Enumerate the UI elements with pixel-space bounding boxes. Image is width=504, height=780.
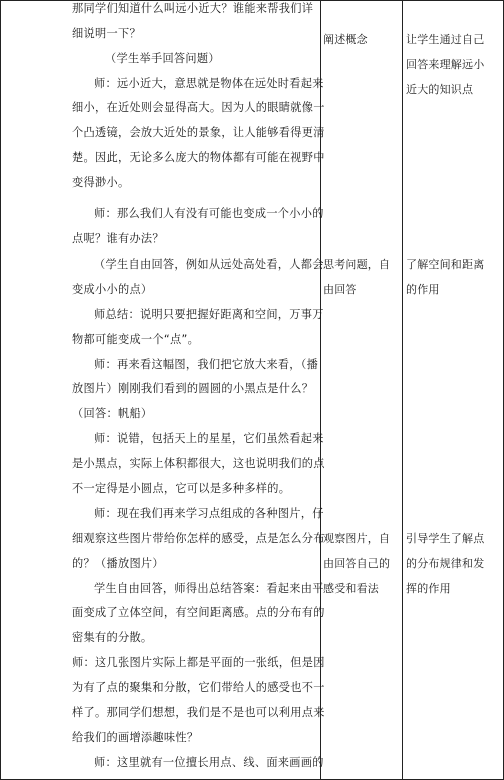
- teacher-activity-column: [72, 0, 325, 780]
- text-line: 让学生通过自己: [406, 33, 485, 46]
- text-line: 由回答自己的: [323, 557, 391, 570]
- text-line: 物都可能变成一个“点”。: [72, 333, 200, 346]
- text-line: 师：说错，包括天上的星星，它们虽然看起来: [94, 432, 324, 445]
- text-line: 引导学生了解点: [406, 532, 485, 545]
- text-line: 思考问题，自: [323, 258, 391, 271]
- text-line: 个凸透镜，会放大近处的景象，让人能够看得更清: [72, 126, 325, 139]
- text-line: 是小黑点，实际上体积都很大，这也说明我们的点: [72, 457, 325, 470]
- text-line: 感受和看法: [323, 582, 379, 595]
- text-line: 那同学们知道什么叫远小近大？谁能来帮我们详: [72, 2, 314, 15]
- text-line: 师：那么我们人有没有可能也变成一个小小的: [94, 207, 324, 220]
- text-line: 的？（播放图片）: [72, 557, 164, 570]
- text-line: 师总结：说明只要把握好距离和空间，万事万: [94, 308, 324, 321]
- text-line: 变成小小的点）: [72, 283, 153, 296]
- text-line: 给我们的画增添趣味性？: [72, 731, 199, 744]
- student-activity-column: [323, 0, 399, 780]
- text-line: 师：现在我们再来学习点组成的各种图片，仔: [94, 507, 324, 520]
- text-line: 观察图片，自: [323, 532, 391, 545]
- text-line: 师：这里就有一位擅长用点、线、面来画画的: [94, 756, 324, 769]
- text-line: 学生自由回答，师得出总结答案：看起来由平: [94, 582, 324, 595]
- text-line: （回答：帆船）: [72, 407, 153, 420]
- text-line: 师：再来看这幅图，我们把它放大来看，（播: [94, 358, 319, 371]
- text-line: （学生自由回答，例如从远处高处看，人都会: [94, 258, 324, 271]
- text-line: 样了。那同学们想想，我们是不是也可以利用点来: [72, 706, 325, 719]
- text-line: 楚。因此，无论多么庞大的物体都有可能在视野中: [72, 151, 325, 164]
- text-line: （学生举手回答问题）: [105, 52, 220, 65]
- text-line: 细小，在近处则会显得高大。因为人的眼睛就像一: [72, 101, 325, 114]
- text-line: 近大的知识点: [406, 83, 474, 96]
- text-line: 了解空间和距离: [406, 258, 485, 271]
- text-line: 师：远小近大，意思就是物体在远处时看起来: [94, 77, 324, 90]
- text-line: 放图片）刚刚我们看到的圆圆的小黑点是什么？: [72, 382, 314, 395]
- text-line: 回答来理解远小: [406, 58, 485, 71]
- text-line: 密集有的分散。: [72, 631, 153, 644]
- text-line: 点呢？谁有办法？: [72, 232, 164, 245]
- text-line: 师：这几张图片实际上都是平面的一张纸，但是因: [72, 656, 325, 669]
- text-line: 变得渺小。: [72, 176, 130, 189]
- table-border-left: [0, 0, 1, 780]
- text-line: 的作用: [406, 283, 440, 296]
- design-intent-column: [406, 0, 500, 780]
- column-divider: [402, 0, 403, 780]
- text-line: 细说明一下？: [72, 27, 141, 40]
- text-line: 由回答: [323, 283, 357, 296]
- text-line: 细观察这些图片带给你怎样的感受，点是怎么分布: [72, 532, 325, 545]
- text-line: 的分布规律和发: [406, 557, 485, 570]
- text-line: 不一定得是小圆点，它可以是多种多样的。: [72, 482, 291, 495]
- text-line: 挥的作用: [406, 582, 451, 595]
- text-line: 面变成了立体空间，有空间距离感。点的分布有的: [72, 606, 325, 619]
- text-line: 为有了点的聚集和分散，它们带给人的感受也不一: [72, 681, 325, 694]
- text-line: 阐述概念: [323, 33, 368, 46]
